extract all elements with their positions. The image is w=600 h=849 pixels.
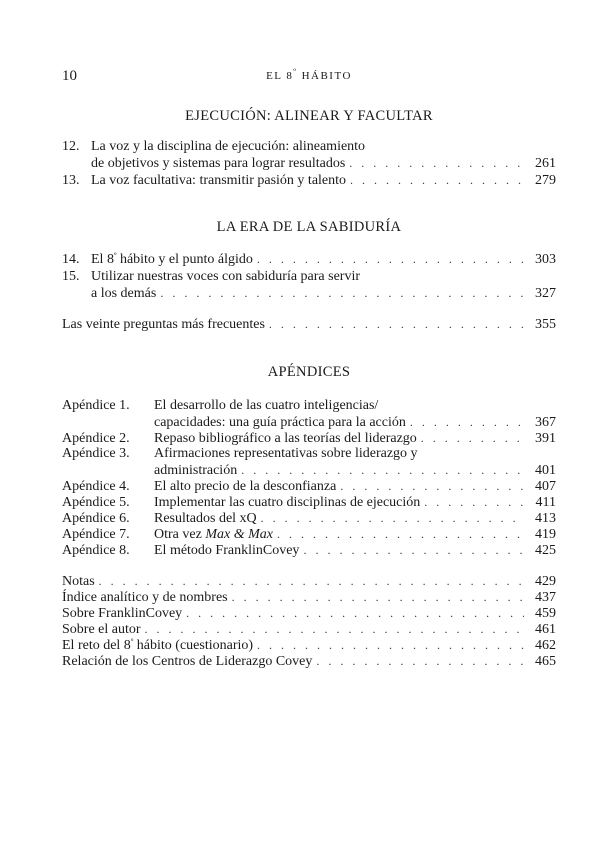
entry-page: 411 [535,495,556,510]
toc-indice [62,589,556,605]
entry-page: 367 [535,415,556,430]
entry-title-cont: capacidades: una guía práctica para la acción [154,415,406,430]
entry-page: 413 [535,511,556,526]
entry-page: 279 [535,173,556,188]
entry-title: Las veinte preguntas más frecuentes [62,317,265,332]
entry-title: El $8^º$ hábito y el punto álgido [91,251,253,267]
entry-title: Otra vez Max & Max [154,527,273,542]
toc-appendix-4 [62,478,556,494]
entry-page: 355 [535,317,556,332]
toc-sobre-franklincovey [62,605,556,621]
appendix-label: Apéndice 6. [62,511,130,526]
entry-number: 13. [62,173,80,188]
toc-appendix-8 [62,542,556,558]
appendix-label: Apéndice 7. [62,527,130,542]
entry-title-cont: a los demás [91,286,157,301]
entry-page: 261 [535,156,556,171]
entry-number: 12. [62,139,80,154]
entry-page: 437 [535,590,556,605]
entry-title: Notas [62,574,95,589]
entry-page: 407 [535,479,556,494]
entry-page: 425 [535,543,556,558]
dot-leader [303,542,524,558]
dot-leader [349,155,524,171]
dot-leader [160,285,524,301]
dot-leader [261,510,524,526]
entry-title: Utilizar nuestras voces con sabiduría para servir [91,269,361,284]
toc-sobre-autor [62,621,556,637]
dot-leader [269,316,524,332]
entry-page: 461 [535,622,556,637]
dot-leader [257,251,524,267]
dot-leader [257,637,524,653]
entry-title-cont: administración [154,463,238,478]
entry-title-cont: de objetivos y sistemas para lograr resultados [91,156,346,171]
dot-leader [410,414,524,430]
dot-leader [232,589,524,605]
section-title-apendices: APÉNDICES [267,364,351,380]
entry-title: Relación de los Centros de Liderazgo Covey [62,654,313,669]
entry-page: 465 [535,654,556,669]
toc-appendix-6 [62,510,556,526]
appendix-label: Apéndice 1. [62,398,130,413]
entry-page: 401 [535,463,556,478]
toc-appendix-7 [62,526,556,542]
toc-appendix-2 [62,430,556,446]
appendix-label: Apéndice 3. [62,446,130,461]
toc-centros [62,653,556,669]
appendix-label: Apéndice 5. [62,495,130,510]
entry-title: Resultados del xQ [154,511,257,526]
entry-page: 429 [535,574,556,589]
dot-leader [99,573,524,589]
entry-title: Implementar las cuatro disciplinas de ejecución [154,495,421,510]
appendix-label: Apéndice 4. [62,479,130,494]
entry-title: El método FranklinCovey [154,543,300,558]
entry-title: La voz y la disciplina de ejecución: alineamiento [91,139,366,154]
running-title: EL $8^º$ HÁBITO [266,67,352,82]
entry-page: 327 [535,286,556,301]
entry-title: El desarrollo de las cuatro inteligencias/ [154,398,379,413]
entry-title: Sobre el autor [62,622,141,637]
toc-entry-preguntas [62,316,556,332]
entry-number: 14. [62,252,80,267]
page-header [62,68,556,86]
dot-leader [316,653,524,669]
toc-appendix-1 [62,398,556,430]
dot-leader [424,494,524,510]
page-number: 10 [62,68,77,84]
entry-title: El alto precio de la desconfianza [154,479,337,494]
dot-leader [340,478,524,494]
dot-leader [421,430,524,446]
toc-notas [62,573,556,589]
dot-leader [145,621,524,637]
toc-appendix-5 [62,494,556,510]
entry-title: El reto del $8^º$ hábito (cuestionario) [62,637,254,653]
entry-title: Sobre FranklinCovey [62,606,183,621]
dot-leader [241,462,524,478]
dot-leader [277,526,524,542]
entry-page: 391 [535,431,556,446]
entry-page: 462 [535,638,556,653]
section-title-ejecucion: EJECUCIÓN: ALINEAR Y FACULTAR [185,108,433,124]
entry-number: 15. [62,269,80,284]
toc-entry-13 [62,172,556,188]
entry-page: 459 [535,606,556,621]
entry-title: Afirmaciones representativas sobre liderazgo y [154,446,418,461]
toc-entry-12 [62,139,556,171]
entry-page: 303 [535,252,556,267]
toc-entry-15 [62,269,556,301]
toc-reto [62,637,556,653]
appendix-label: Apéndice 8. [62,543,130,558]
dot-leader [350,172,524,188]
toc-appendix-3 [62,446,556,478]
entry-title: Repaso bibliográfico a las teorías del liderazgo [154,431,417,446]
appendix-label: Apéndice 2. [62,431,130,446]
entry-title: Índice analítico y de nombres [62,590,228,605]
entry-page: 419 [535,527,556,542]
section-title-sabiduria: LA ERA DE LA SABIDURÍA [216,219,402,235]
toc-entry-14 [62,251,556,267]
dot-leader [186,605,524,621]
entry-title: La voz facultativa: transmitir pasión y talento [91,173,347,188]
